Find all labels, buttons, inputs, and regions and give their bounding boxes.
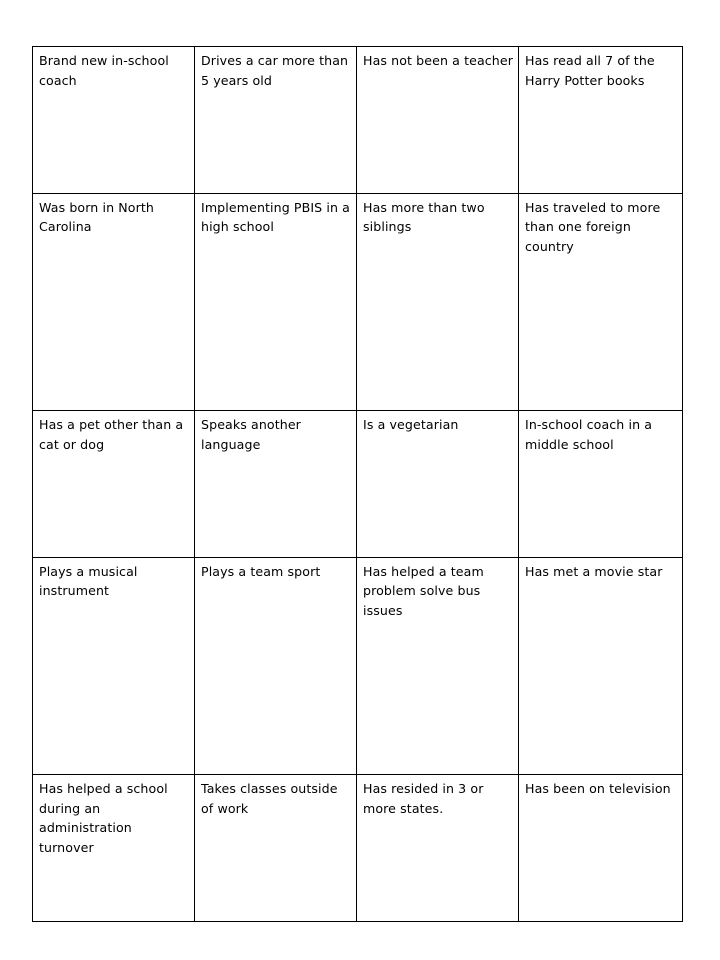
grid-cell: [33, 47, 195, 194]
cell-text: Drives a car more than 5 years old: [201, 53, 349, 88]
cell-text: Plays a musical instrument: [39, 563, 138, 599]
grid-cell: [357, 557, 519, 774]
grid-cell: [519, 47, 683, 194]
grid-cell: [357, 411, 519, 558]
cell-text: Has been on television: [525, 781, 671, 797]
grid-cell: [33, 411, 195, 558]
grid-cell: [33, 775, 195, 922]
cell-text: Brand new in-school coach: [39, 53, 169, 88]
grid-cell: [195, 557, 357, 774]
cell-text: Has not been a teacher: [363, 53, 514, 68]
grid-cell: [33, 557, 195, 774]
grid-cell: [195, 775, 357, 922]
grid-row-2: [33, 193, 683, 410]
grid-cell: [357, 193, 519, 410]
grid-cell: [195, 47, 357, 194]
cell-text: Has met a movie star: [525, 563, 663, 579]
grid-cell: [195, 411, 357, 558]
grid-row-5: [33, 775, 683, 922]
grid-cell: [519, 775, 683, 922]
cell-text: Has helped a school during an administration turnover: [39, 781, 168, 855]
grid-row-3: [33, 411, 683, 558]
grid-cell: [195, 193, 357, 410]
cell-text: Was born in North Carolina: [39, 199, 154, 235]
grid-row-1: [33, 47, 683, 194]
cell-text: Has a pet other than a cat or dog: [39, 417, 184, 452]
cell-text: Is a vegetarian: [363, 417, 459, 433]
grid-row-4: [33, 557, 683, 774]
cell-text: Has helped a team problem solve bus issues: [363, 563, 484, 618]
cell-text: Takes classes outside of work: [201, 781, 338, 816]
cell-text: Has more than two siblings: [363, 199, 485, 235]
grid-cell: [357, 47, 519, 194]
cell-text: Plays a team sport: [201, 563, 321, 579]
cell-text: Has traveled to more than one foreign country: [525, 199, 661, 254]
grid-cell: [519, 557, 683, 774]
cell-text: In-school coach in a middle school: [525, 417, 653, 452]
bingo-grid: [32, 46, 683, 922]
grid-cell: [357, 775, 519, 922]
cell-text: Speaks another language: [201, 417, 301, 452]
cell-text: Has resided in 3 or more states.: [363, 781, 484, 816]
cell-text: Has read all 7 of the Harry Potter books: [525, 53, 655, 88]
cell-text: Implementing PBIS in a high school: [201, 199, 350, 235]
grid-cell: [519, 411, 683, 558]
grid-cell: [33, 193, 195, 410]
grid-cell: [519, 193, 683, 410]
